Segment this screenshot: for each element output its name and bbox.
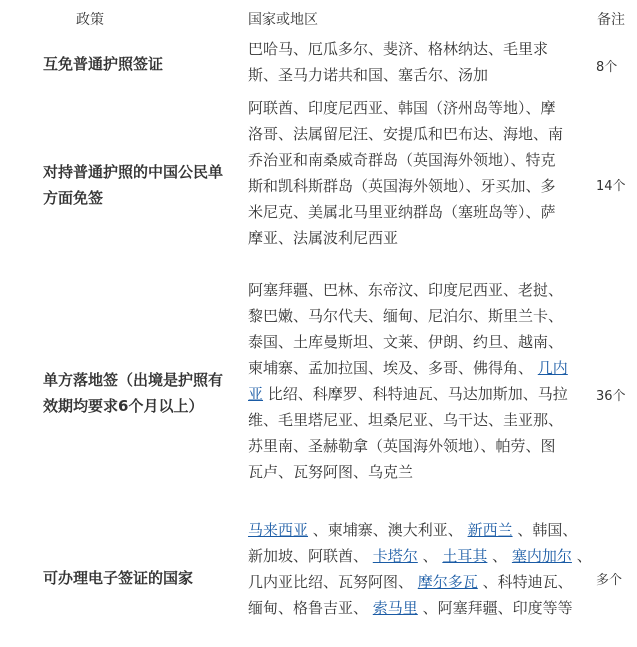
country-text: 摩亚、法属波利尼西亚	[248, 229, 399, 247]
country-link[interactable]: 几内	[537, 359, 568, 377]
country-text: 、科特迪瓦、	[477, 573, 573, 591]
countries-e-visa	[248, 517, 593, 621]
country-text: 阿塞拜疆、巴林、东帝汶、印度尼西亚、老挝、	[248, 281, 564, 299]
country-line	[248, 95, 593, 121]
policy-mutual-exemption	[43, 51, 243, 77]
country-text: 维、毛里塔尼亚、坦桑尼亚、乌干达、圭亚那、	[248, 411, 564, 429]
country-link[interactable]: 土耳其	[442, 547, 488, 565]
country-text: 阿联酋、印度尼西亚、韩国（济州岛等地）、摩	[248, 99, 556, 117]
country-link[interactable]: 卡塔尔	[372, 547, 418, 565]
header-note: 备注	[597, 12, 625, 28]
country-text: 乔治亚和南桑威奇群岛（英国海外领地）、特克	[248, 151, 556, 169]
countries-mutual-exemption	[248, 36, 593, 88]
policy-line: 互免普通护照签证	[43, 55, 164, 73]
country-line	[248, 277, 593, 303]
country-text: 斯和凯科斯群岛（英国海外领地）、牙买加、多	[248, 177, 556, 195]
policy-line: 方面免签	[43, 189, 104, 207]
country-text: 、阿塞拜疆、印度等等	[417, 599, 573, 617]
note-unilateral-exemption: 14个	[596, 179, 626, 194]
country-text: 洛哥、法属留尼汪、安提瓜和巴布达、海地、南	[248, 125, 564, 143]
country-text: 、韩国、	[512, 521, 578, 539]
country-link[interactable]: 索马里	[372, 599, 418, 617]
country-text: 黎巴嫩、马尔代夫、缅甸、尼泊尔、斯里兰卡、	[248, 307, 564, 325]
header-region: 国家或地区	[248, 12, 318, 28]
policy-line: 可办理电子签证的国家	[43, 569, 194, 587]
country-line	[248, 62, 593, 88]
country-line	[248, 433, 593, 459]
country-text: 柬埔寨、孟加拉国、埃及、多哥、佛得角、	[248, 359, 538, 377]
policy-e-visa	[43, 565, 243, 591]
country-line	[248, 199, 593, 225]
country-line	[248, 543, 593, 569]
note-e-visa: 多个	[596, 573, 623, 588]
country-line	[248, 517, 593, 543]
header-policy: 政策	[76, 12, 104, 28]
country-text: 新加坡、阿联酋、	[248, 547, 373, 565]
policy-line: 单方落地签（出境是护照有	[43, 371, 224, 389]
country-text: 几内亚比绍、瓦努阿图、	[248, 573, 418, 591]
country-line	[248, 569, 593, 595]
country-text: 泰国、土库曼斯坦、文莱、伊朗、约旦、越南、	[248, 333, 564, 351]
country-link[interactable]: 新西兰	[467, 521, 513, 539]
country-link[interactable]: 塞内加尔	[511, 547, 572, 565]
policy-visa-on-arrival	[43, 367, 243, 419]
countries-visa-on-arrival	[248, 277, 593, 485]
country-text: 苏里南、圣赫勒拿（英国海外领地）、帕劳、图	[248, 437, 556, 455]
country-line	[248, 173, 593, 199]
country-line	[248, 459, 593, 485]
country-text: 瓦卢、瓦努阿图、乌克兰	[248, 463, 414, 481]
country-link[interactable]: 马来西亚	[248, 521, 309, 539]
country-line	[248, 36, 593, 62]
policy-unilateral-exemption	[43, 159, 243, 211]
country-line	[248, 329, 593, 355]
country-text: 巴哈马、厄瓜多尔、斐济、格林纳达、毛里求	[248, 40, 549, 58]
country-text: 、	[487, 547, 512, 565]
country-link[interactable]: 摩尔多瓦	[417, 573, 478, 591]
country-text: 比绍、科摩罗、科特迪瓦、马达加斯加、马拉	[263, 385, 568, 403]
country-line	[248, 121, 593, 147]
country-line	[248, 225, 593, 251]
country-text: 斯、圣马力诺共和国、塞舌尔、汤加	[248, 66, 489, 84]
country-line	[248, 407, 593, 433]
note-mutual-exemption: 8个	[596, 60, 618, 75]
country-text: 、柬埔寨、澳大利亚、	[308, 521, 468, 539]
country-text: 米尼克、美属北马里亚纳群岛（塞班岛等）、萨	[248, 203, 556, 221]
country-text: 、	[417, 547, 443, 565]
country-link[interactable]: 亚	[248, 385, 264, 403]
policy-line: 对持普通护照的中国公民单	[43, 163, 224, 181]
countries-unilateral-exemption	[248, 95, 593, 251]
country-line	[248, 595, 593, 621]
country-text: 缅甸、格鲁吉亚、	[248, 599, 373, 617]
country-line	[248, 355, 593, 381]
country-line	[248, 147, 593, 173]
note-visa-on-arrival: 36个	[596, 389, 626, 404]
country-line	[248, 381, 593, 407]
country-text: 、	[571, 547, 592, 565]
policy-line: 效期均要求6个月以上）	[43, 397, 204, 415]
country-line	[248, 303, 593, 329]
